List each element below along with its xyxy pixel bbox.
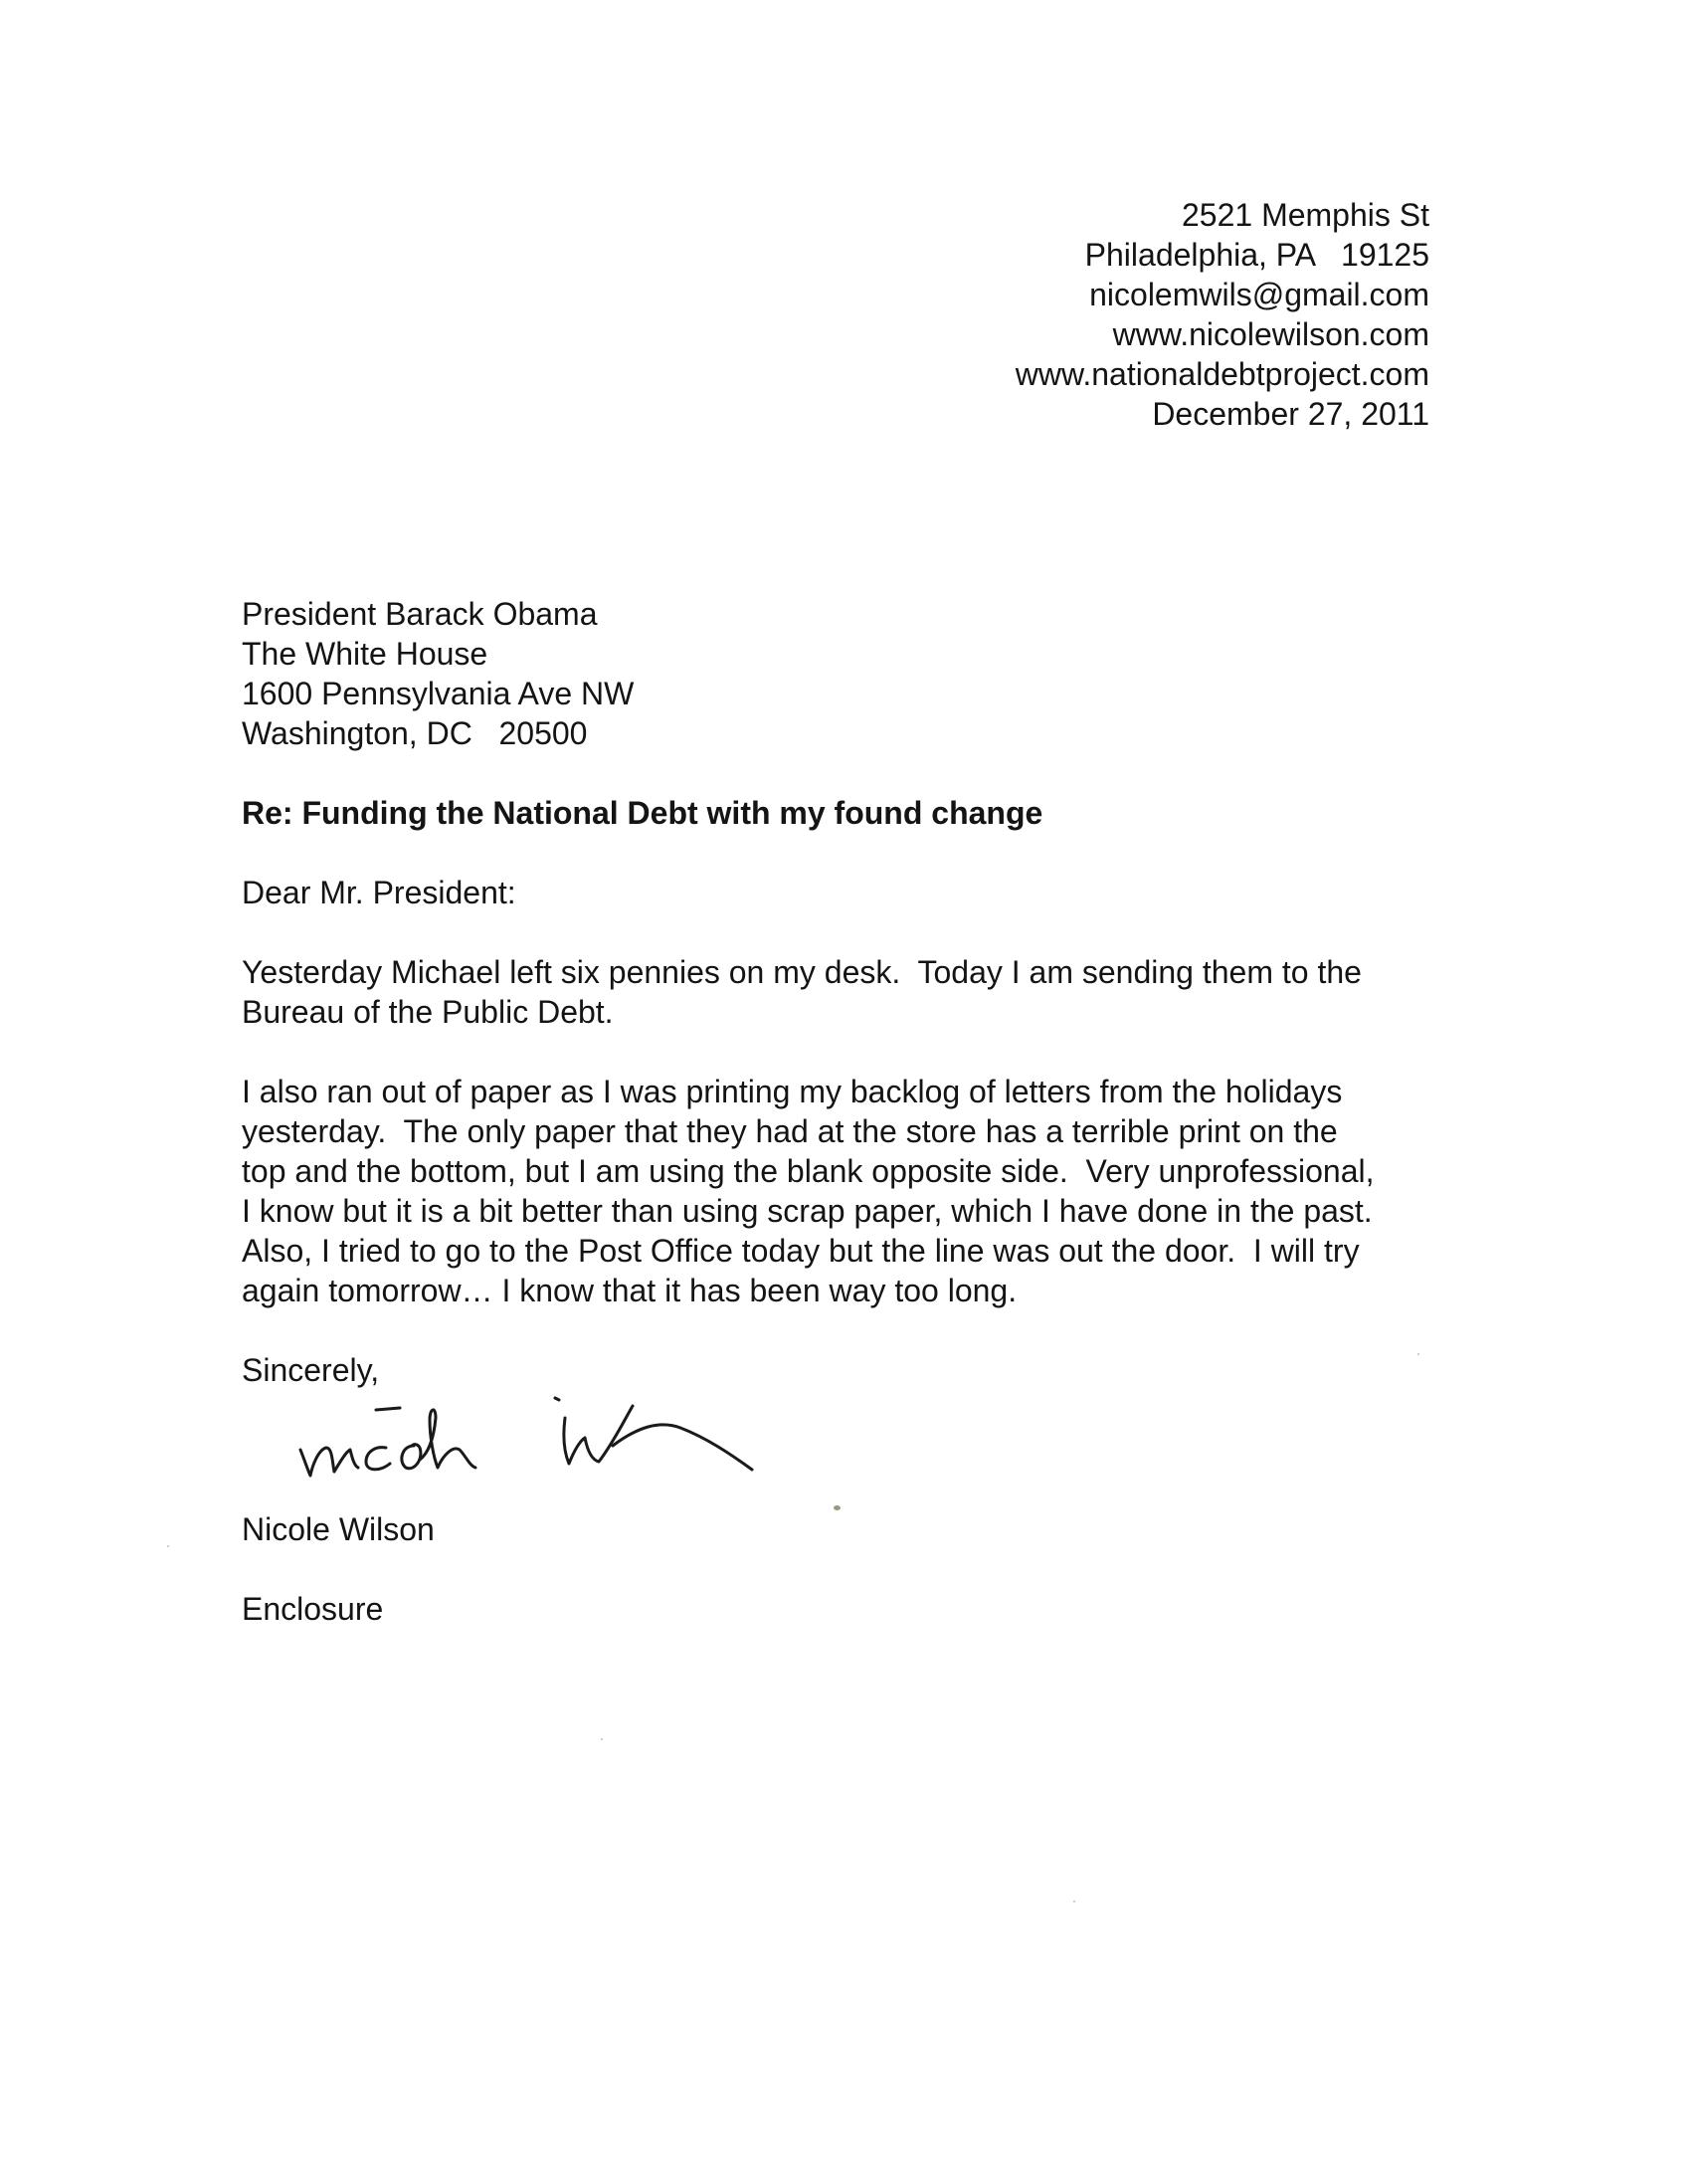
sender-address-block (1016, 195, 1429, 434)
paragraph-line: Also, I tried to go to the Post Office today but the line was out the door. I will try (242, 1233, 1360, 1269)
sender-city-state-zip: Philadelphia, PA 19125 (1084, 237, 1429, 273)
recipient-address-block (242, 594, 634, 753)
signer-name: Nicole Wilson (242, 1511, 435, 1547)
handwritten-signature (288, 1388, 766, 1497)
paper-speck (167, 1545, 169, 1547)
enclosure-notation: Enclosure (242, 1591, 384, 1627)
salutation: Dear Mr. President: (242, 875, 516, 910)
paper-speck (834, 1505, 841, 1510)
sender-email: nicolemwils@gmail.com (1089, 277, 1429, 312)
letter-date: December 27, 2011 (1152, 396, 1429, 432)
recipient-city-state-zip: Washington, DC 20500 (242, 715, 588, 751)
recipient-name: President Barack Obama (242, 596, 598, 632)
subject-line: Re: Funding the National Debt with my found change (242, 795, 1043, 831)
recipient-street: 1600 Pennsylvania Ave NW (242, 676, 635, 711)
paper-speck (601, 1738, 603, 1740)
recipient-organization: The White House (242, 636, 488, 672)
body-paragraph (242, 1072, 1375, 1310)
paragraph-line: top and the bottom, but I am using the blank opposite side. Very unprofessional, (242, 1153, 1375, 1189)
paragraph-line: Yesterday Michael left six pennies on my desk. Today I am sending them to the (242, 954, 1362, 990)
paragraph-line: I also ran out of paper as I was printing my backlog of letters from the holidays (242, 1074, 1343, 1109)
sender-street: 2521 Memphis St (1181, 197, 1429, 233)
sender-website-personal: www.nicolewilson.com (1112, 316, 1429, 352)
paragraph-line: again tomorrow… I know that it has been way too long. (242, 1273, 1018, 1308)
closing: Sincerely, (242, 1352, 380, 1388)
paragraph-line: yesterday. The only paper that they had at the store has a terrible print on the (242, 1113, 1338, 1149)
paper-speck (1417, 1353, 1419, 1355)
body-paragraph (242, 952, 1362, 1032)
sender-website-project: www.nationaldebtproject.com (1015, 356, 1429, 392)
paragraph-line: I know but it is a bit better than using scrap paper, which I have done in the past. (242, 1193, 1373, 1229)
paper-speck (1073, 1900, 1075, 1902)
paragraph-line: Bureau of the Public Debt. (242, 994, 614, 1030)
